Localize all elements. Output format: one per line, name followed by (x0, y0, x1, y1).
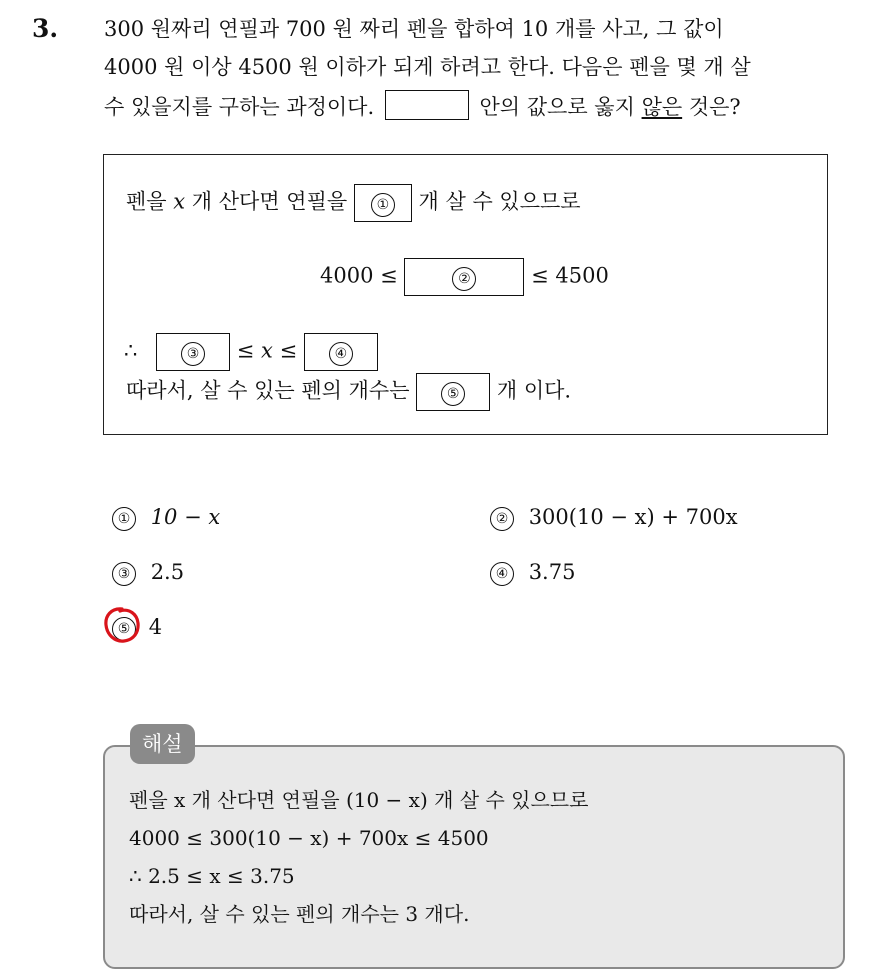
circled-label: ④ (329, 342, 353, 366)
solution-line-3: ∴ 2.5 ≤ x ≤ 3.75 (129, 864, 295, 888)
therefore-symbol: ∴ (124, 338, 138, 363)
process-text: 따라서, 살 수 있는 펜의 개수는 (126, 378, 410, 403)
option-text: 10 − x (150, 505, 221, 529)
question-line-3 (104, 90, 741, 122)
solution-line-2: 4000 ≤ 300(10 − x) + 700x ≤ 4500 (129, 826, 489, 850)
solution-tag: 해설 (130, 724, 195, 764)
process-text: ≤ 4500 (531, 263, 609, 288)
question-line-1: 300 원짜리 연필과 700 원 짜리 펜을 합하여 10 개를 사고, 그 값이 (104, 17, 724, 41)
answer-box-3 (156, 333, 230, 371)
variable-x: x (261, 338, 273, 363)
answer-box-1 (354, 184, 412, 222)
process-text: ≤ (236, 338, 255, 363)
option-1[interactable] (112, 502, 220, 532)
option-text: 2.5 (150, 560, 185, 584)
option-text: 3.75 (528, 560, 576, 584)
process-line-4 (126, 373, 571, 411)
question-line-3-a: 수 있을지를 구하는 과정이다. (104, 95, 375, 119)
question-number: 3. (32, 14, 59, 43)
circled-label: ② (452, 267, 476, 291)
option-number: ① (112, 507, 136, 531)
answer-box-4 (304, 333, 378, 371)
option-number: ④ (490, 562, 514, 586)
process-line-3 (124, 333, 378, 371)
option-text: 300(10 − x) + 700x (528, 505, 738, 529)
variable-x: x (173, 189, 186, 214)
answer-box-2 (404, 258, 524, 296)
option-number: ② (490, 507, 514, 531)
option-number: ③ (112, 562, 136, 586)
question-line-2: 4000 원 이상 4500 원 이하가 되게 하려고 한다. 다음은 펜을 몇 개 살 (104, 55, 751, 79)
process-text: 개 이다. (496, 378, 572, 403)
blank-box (385, 90, 469, 120)
circled-label: ⑤ (441, 382, 465, 406)
solution-line-4: 따라서, 살 수 있는 펜의 개수는 3 개다. (129, 902, 470, 926)
option-text: 4 (148, 615, 163, 639)
process-line-2 (320, 258, 609, 296)
process-text: 개 살 수 있으므로 (418, 189, 581, 214)
underlined-word: 않은 (641, 95, 683, 119)
solution-line-1: 펜을 x 개 산다면 연필을 (10 − x) 개 살 수 있으므로 (129, 788, 589, 812)
answer-box-5 (416, 373, 490, 411)
circled-label: ① (371, 193, 395, 217)
question-line-3-b: 안의 값으로 옳지 (479, 95, 635, 119)
process-text: 4000 ≤ (320, 263, 398, 288)
option-number: ⑤ (112, 617, 136, 641)
option-2[interactable] (490, 502, 738, 532)
question-line-3-c: 것은? (688, 95, 741, 119)
process-text: 개 산다면 연필을 (191, 189, 348, 214)
option-4[interactable] (490, 557, 575, 587)
process-line-1 (126, 184, 581, 222)
solution-panel (103, 745, 845, 969)
process-text: ≤ (279, 338, 298, 363)
process-text: 펜을 (126, 189, 167, 214)
answer-mark-icon (102, 605, 142, 645)
circled-label: ③ (181, 342, 205, 366)
option-3[interactable] (112, 557, 184, 587)
